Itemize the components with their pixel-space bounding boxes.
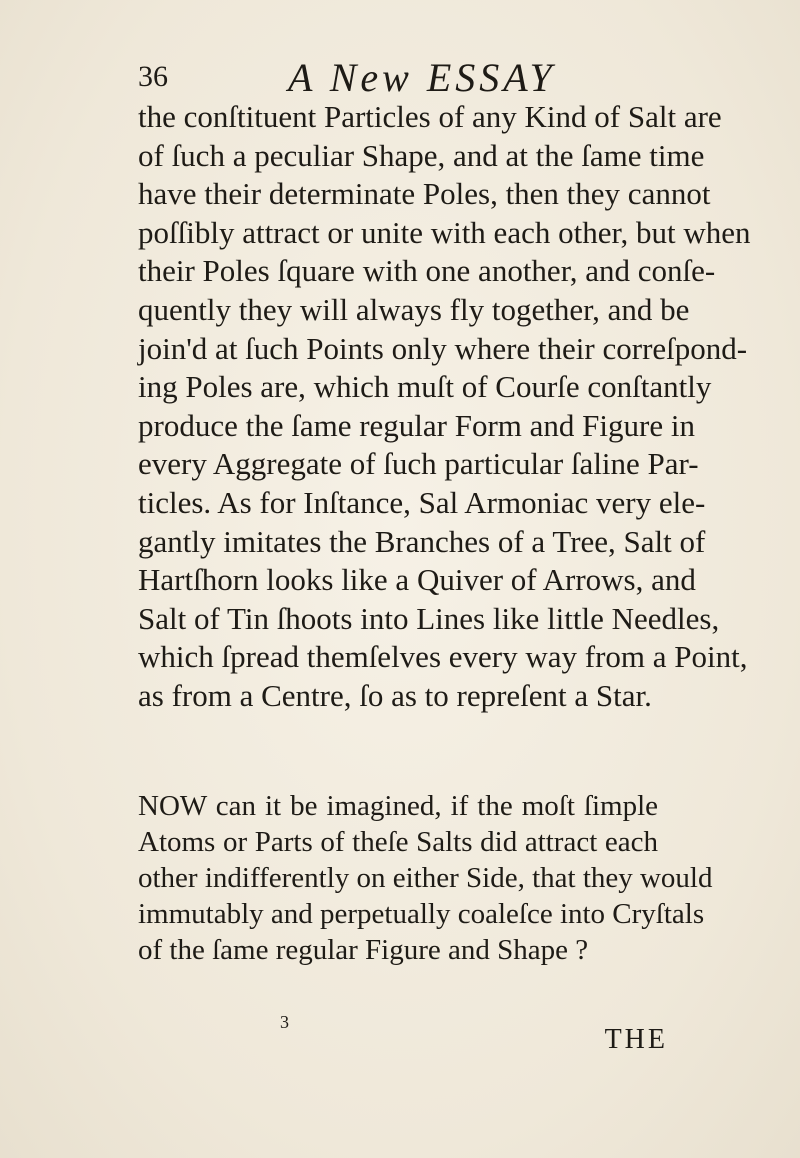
text-line: NOW can it be imagined, if the moſt ſimple [138,789,658,822]
text-line: poſſibly attract or unite with each other, but when [138,214,751,250]
page-header [138,52,658,102]
text-line: their Poles ſquare with one another, and conſe- [138,253,716,289]
catchword: THE [604,1024,668,1055]
text-line: have their determinate Poles, then they cannot [138,176,711,212]
text-line: other indifferently on either Side, that they would [138,861,713,894]
page-footer [138,1012,668,1055]
text-line: gantly imitates the Branches of a Tree, Salt of [138,523,706,559]
signature-mark: 3 [280,1012,289,1032]
running-head: A New ESSAY [288,55,556,100]
paragraph-2 [138,788,713,968]
text-line: which ſpread themſelves every way from a Point, [138,639,748,675]
text-line: produce the ſame regular Form and Figure in [138,407,695,443]
text-line: Atoms or Parts of theſe Salts did attract each [138,825,658,858]
body-text [138,98,751,968]
text-line: ing Poles are, which muſt of Courſe conſtantly [138,369,712,405]
text-line: Salt of Tin ſhoots into Lines like little Needles, [138,600,720,636]
text-line: join'd at ſuch Points only where their correſpond- [138,330,748,366]
page-number: 36 [138,60,168,93]
text-line: ticles. As for Inſtance, Sal Armoniac very ele- [138,484,706,520]
text-line: of the ſame regular Figure and Shape ? [138,933,589,966]
text-line: as from a Centre, ſo as to repreſent a Star. [138,677,652,713]
text-line: the conſtituent Particles of any Kind of Salt are [138,99,722,134]
text-line: Hartſhorn looks like a Quiver of Arrows, and [138,562,696,598]
paragraph-1 [138,98,751,716]
text-line: every Aggregate of ſuch particular ſaline Par- [138,446,699,482]
text-line: quently they will always fly together, and be [138,291,690,327]
text-line: of ſuch a peculiar Shape, and at the ſame time [138,137,705,173]
text-line: immutably and perpetually coaleſce into Cryſtals [138,897,705,930]
